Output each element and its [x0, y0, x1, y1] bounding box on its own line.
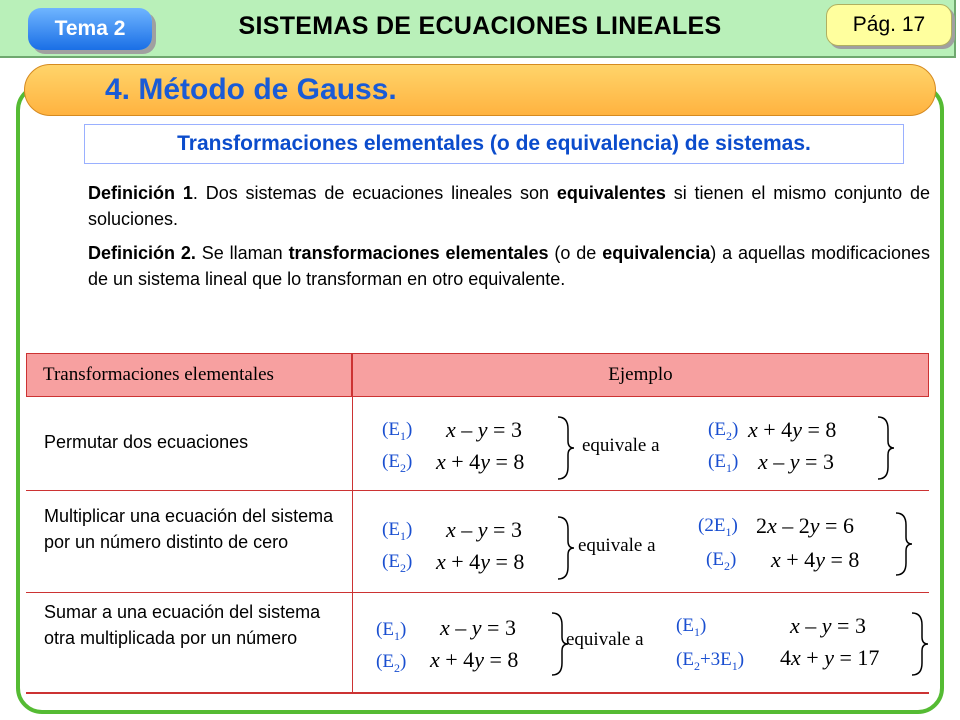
page-number: Pág. 17: [852, 13, 926, 36]
equation-tag: $(E_1)$: [676, 615, 707, 639]
row-label-sumar: Sumar a una ecuación del sistema otra multiplicada por un número: [44, 602, 321, 648]
definition-1: [88, 180, 930, 232]
page-badge: [826, 4, 952, 46]
definition-2-term-a: transformaciones elementales: [288, 243, 549, 263]
right-brace-icon: [874, 415, 898, 481]
equation-tag: $(E_1)$: [382, 419, 413, 443]
equation-tag: $(E_2)$: [706, 549, 737, 573]
right-brace-icon: [892, 511, 916, 577]
header-title: SISTEMAS DE ECUACIONES LINEALES: [238, 12, 722, 40]
equivale-label: equivale a: [582, 435, 660, 456]
tema-badge: [28, 8, 152, 50]
right-brace-icon: [554, 515, 578, 581]
equation: x – y = 3: [440, 615, 516, 640]
definition-1-text-a: . Dos sistemas de ecuaciones lineales son: [192, 183, 557, 203]
table-row-divider: [26, 490, 929, 491]
right-brace-icon: [554, 415, 578, 481]
definition-2-term-b: equivalencia: [602, 243, 711, 263]
section-subtitle-text: Transformaciones elementales (o de equivalencia) de sistemas.: [177, 132, 811, 155]
equation: x + 4y = 8: [748, 417, 837, 442]
equation: x – y = 3: [446, 517, 522, 542]
equation-tag: $(E_2+3E_1)$: [676, 649, 745, 673]
equation-tag: $(E_2)$: [708, 419, 739, 443]
equation-tag: $(E_2)$: [382, 451, 413, 475]
definition-1-term: equivalentes: [556, 183, 666, 203]
equation: x + 4y = 8: [771, 547, 860, 572]
definitions: [88, 180, 930, 300]
table-header-example: Ejemplo: [352, 353, 929, 397]
definition-2-label: Definición 2.: [88, 243, 196, 263]
equation-tag: $(E_2)$: [376, 651, 407, 675]
row-label-multiplicar: Multiplicar una ecuación del sistema por un número distinto de cero: [44, 506, 334, 552]
table-column-divider: [352, 397, 353, 693]
tema-label: Tema 2: [54, 17, 126, 40]
equation-tag: $(E_1)$: [382, 519, 413, 543]
equation-tag: $(E_1)$: [708, 451, 739, 475]
equation: x – y = 3: [790, 613, 866, 638]
section-title: 4. Método de Gauss.: [105, 73, 397, 106]
equation: 4x + y = 17: [780, 645, 880, 670]
table-row-divider: [26, 592, 929, 593]
table-bottom-border: [26, 692, 929, 694]
transformations-table: [26, 353, 929, 693]
section-subtitle: [84, 124, 904, 164]
equation: x – y = 3: [758, 449, 834, 474]
equation: 2x – 2y = 6: [756, 513, 854, 538]
right-brace-icon: [908, 611, 932, 677]
definition-2-text-c: ) a aquellas modificaciones de un sistema lineal que lo transforman en otro equivalente.: [88, 243, 930, 289]
equation: x – y = 3: [446, 417, 522, 442]
row-label-permutar: Permutar dos ecuaciones: [44, 432, 249, 452]
equivale-label: equivale a: [566, 629, 644, 650]
definition-1-label: Definición 1: [88, 183, 193, 203]
equation-tag: $(2E_1)$: [698, 515, 738, 539]
equation: x + 4y = 8: [436, 449, 525, 474]
equation-tag: $(E_2)$: [382, 551, 413, 575]
equivale-label: equivale a: [578, 535, 656, 556]
equation: x + 4y = 8: [436, 549, 525, 574]
table-header-transformations: Transformaciones elementales: [26, 353, 352, 397]
definition-2-text-a: Se llaman: [195, 243, 289, 263]
equation: x + 4y = 8: [430, 647, 519, 672]
definition-1-text-b: si tienen el mismo conjunto de soluciones.: [88, 183, 930, 229]
definition-2-text-b: (o de: [548, 243, 603, 263]
definition-2: [88, 240, 930, 292]
equation-tag: $(E_1)$: [376, 619, 407, 643]
